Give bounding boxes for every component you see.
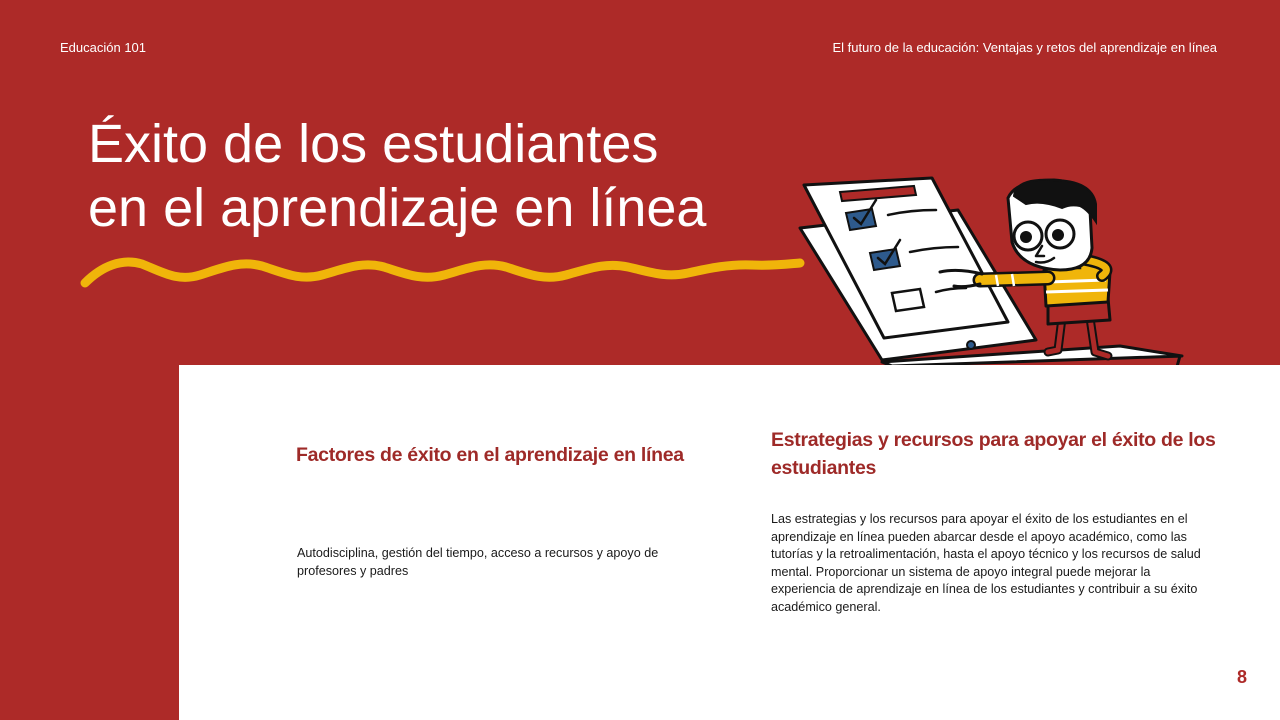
column-right-heading: Estrategias y recursos para apoyar el éxito de los estudiantes xyxy=(771,429,1216,479)
student-laptop-checklist-icon xyxy=(790,170,1190,390)
column-right-body: Las estrategias y los recursos para apoyar el éxito de los estudiantes en el aprendizaje en línea pueden abarcar desde el apoyo académico, como las tutorías y la retroalimentación, hasta el apoyo técnico y los recursos de salud mental. Proporcionar un sistema de apoyo integral puede mejorar la experiencia de aprendizaje en línea de los estudiantes y contribuir a su éxito académico general. xyxy=(771,512,1201,614)
decorative-squiggle-icon xyxy=(80,248,810,294)
column-left-heading: Factores de éxito en el aprendizaje en línea xyxy=(296,444,684,466)
deck-title: El futuro de la educación: Ventajas y retos del aprendizaje en línea xyxy=(832,40,1217,55)
slide-title xyxy=(88,112,808,240)
column-left-body: Autodisciplina, gestión del tiempo, acceso a recursos y apoyo de profesores y padres xyxy=(297,546,659,578)
brand-label: Educación 101 xyxy=(60,40,147,55)
page-number: 8 xyxy=(1236,667,1247,687)
slide-title-line-1: Éxito de los estudiantes xyxy=(88,114,659,174)
slide-title-line-2: en el aprendizaje en línea xyxy=(88,178,707,238)
